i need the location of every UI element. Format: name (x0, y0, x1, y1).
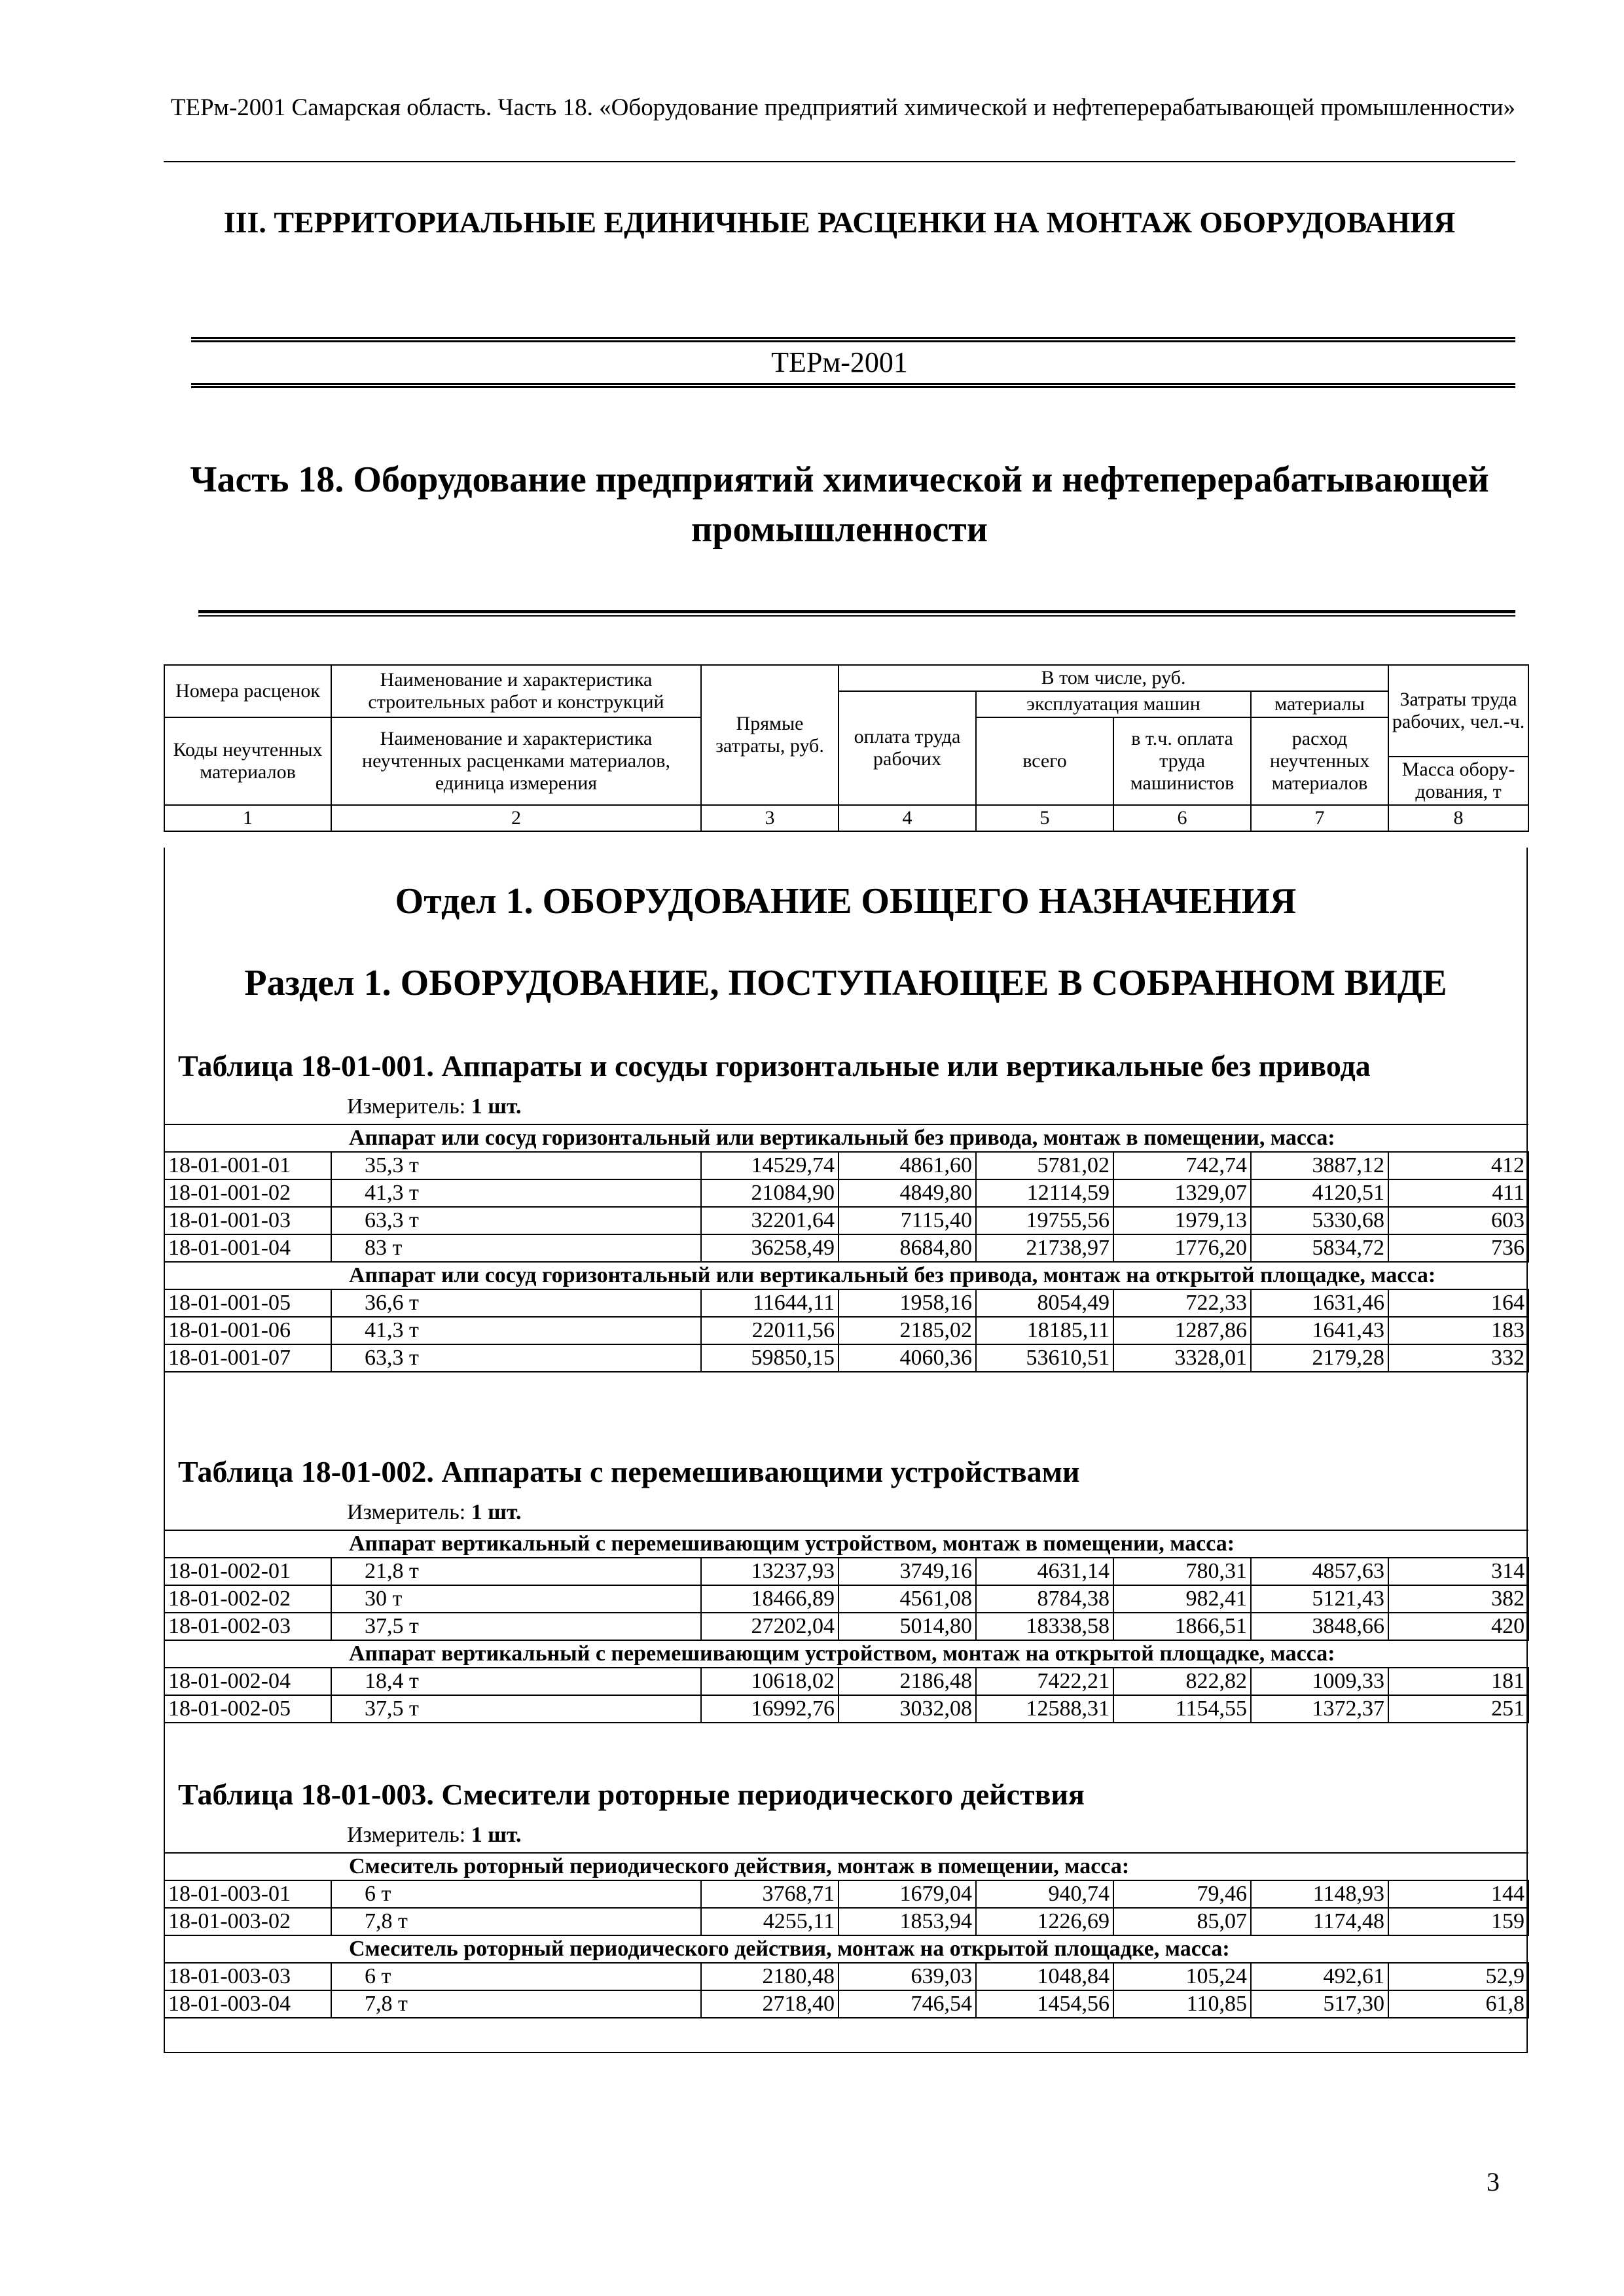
table-cell: 2185,02 (839, 1317, 976, 1344)
table-cell: 1009,33 (1251, 1668, 1388, 1695)
table-cell: 16992,76 (701, 1695, 839, 1723)
table-cell: 1853,94 (839, 1908, 976, 1935)
table-cell: 420 (1388, 1613, 1528, 1640)
table-cell: Аппарат или сосуд горизонтальный или вертикальный без привода, монтаж на открытой площадке, масса: (164, 1262, 1528, 1289)
table-cell: Смеситель роторный периодического действия, монтаж на открытой площадке, масса: (164, 1935, 1528, 1963)
part-title-rule (198, 610, 1515, 617)
table-cell: 2180,48 (701, 1963, 839, 1990)
table-cell: 35,3 т (331, 1152, 701, 1179)
table-cell: 4857,63 (1251, 1558, 1388, 1585)
table-cell: 4561,08 (839, 1585, 976, 1613)
table-cell: 1866,51 (1113, 1613, 1251, 1640)
table-cell: 736 (1388, 1234, 1528, 1262)
column-header (164, 664, 1529, 832)
rate-table (164, 1124, 1529, 1372)
table-cell: 18-01-001-06 (164, 1317, 331, 1344)
table-cell: 7422,21 (976, 1668, 1113, 1695)
table-row (164, 1317, 1528, 1344)
table-cell: 18185,11 (976, 1317, 1113, 1344)
table-cell: 3768,71 (701, 1880, 839, 1908)
code-title: ТЕРм-2001 (771, 346, 908, 378)
table-cell: 164 (1388, 1289, 1528, 1317)
unit-line: Измеритель: 1 шт. (347, 1823, 522, 1847)
header-col8-top: Затраты труда рабочих, чел.-ч. (1388, 665, 1528, 757)
table-cell: 18-01-001-02 (164, 1179, 331, 1207)
table-cell: Смеситель роторный периодического действия, монтаж в помещении, масса: (164, 1853, 1528, 1880)
table-cell: 822,82 (1113, 1668, 1251, 1695)
table-cell: 4060,36 (839, 1344, 976, 1372)
table-cell: 144 (1388, 1880, 1528, 1908)
table-cell: 18-01-003-04 (164, 1990, 331, 2018)
table-cell: 18-01-001-03 (164, 1207, 331, 1234)
table-cell: 1048,84 (976, 1963, 1113, 1990)
table-cell: 492,61 (1251, 1963, 1388, 1990)
table-cell: 110,85 (1113, 1990, 1251, 2018)
table-row (164, 1344, 1528, 1372)
table-cell: 41,3 т (331, 1317, 701, 1344)
table-cell: 18-01-003-02 (164, 1908, 331, 1935)
group-row (164, 1530, 1528, 1558)
group-row (164, 1124, 1528, 1152)
header-col6: в т.ч. оплата труда машинистов (1113, 717, 1251, 805)
table-cell: 251 (1388, 1695, 1528, 1723)
header-col2-top: Наименование и характеристика строительных работ и конструкций (331, 665, 701, 717)
table-cell: 4255,11 (701, 1908, 839, 1935)
table-cell: 8054,49 (976, 1289, 1113, 1317)
table-cell: 411 (1388, 1179, 1528, 1207)
table-cell: 2186,48 (839, 1668, 976, 1695)
table-cell: 412 (1388, 1152, 1528, 1179)
col-number: 2 (331, 805, 701, 831)
razdel-title: Раздел 1. ОБОРУДОВАНИЕ, ПОСТУПАЮЩЕЕ В СОБРАННОМ ВИДЕ (244, 963, 1447, 1003)
table-cell: 3848,66 (1251, 1613, 1388, 1640)
table-cell: 2179,28 (1251, 1344, 1388, 1372)
header-col4: оплата труда рабочих (839, 691, 976, 805)
header-col8-bot: Масса обору- дования, т (1388, 757, 1528, 805)
table-row (164, 1695, 1528, 1723)
table-cell: 1154,55 (1113, 1695, 1251, 1723)
unit-line: Измеритель: 1 шт. (347, 1500, 522, 1524)
table-cell: 19755,56 (976, 1207, 1113, 1234)
table-cell: 5121,43 (1251, 1585, 1388, 1613)
table-cell: 63,3 т (331, 1344, 701, 1372)
part-title: Часть 18. Оборудование предприятий химической и нефтеперерабатывающей промышленности (190, 459, 1489, 550)
table-row (164, 1234, 1528, 1262)
table-cell: 1287,86 (1113, 1317, 1251, 1344)
table-cell: 41,3 т (331, 1179, 701, 1207)
table-cell: 1641,43 (1251, 1317, 1388, 1344)
rate-table (164, 1530, 1529, 1723)
table-cell: 12588,31 (976, 1695, 1113, 1723)
table-cell: 183 (1388, 1317, 1528, 1344)
table-cell: 5781,02 (976, 1152, 1113, 1179)
running-head-rule (164, 161, 1515, 162)
table-row (164, 1908, 1528, 1935)
header-col3: Прямые затраты, руб. (701, 665, 839, 805)
table-cell: 4849,80 (839, 1179, 976, 1207)
table-row (164, 1558, 1528, 1585)
page-number: 3 (1487, 2167, 1500, 2197)
table-cell: 6 т (331, 1880, 701, 1908)
header-materials: материалы (1251, 691, 1388, 717)
table-cell: 59850,15 (701, 1344, 839, 1372)
group-row (164, 1262, 1528, 1289)
table-cell: 1148,93 (1251, 1880, 1388, 1908)
table-row (164, 1207, 1528, 1234)
table-cell: 27202,04 (701, 1613, 839, 1640)
table-row (164, 1289, 1528, 1317)
table-row (164, 1585, 1528, 1613)
header-col2-bot: Наименование и характеристика неучтенных расценками материалов, единица измерения (331, 717, 701, 805)
table-cell: 30 т (331, 1585, 701, 1613)
table-cell: 36258,49 (701, 1234, 839, 1262)
department-title: Отдел 1. ОБОРУДОВАНИЕ ОБЩЕГО НАЗНАЧЕНИЯ (395, 881, 1297, 922)
table-cell: 18-01-002-05 (164, 1695, 331, 1723)
table-row (164, 1963, 1528, 1990)
group-row (164, 1935, 1528, 1963)
table-cell: 314 (1388, 1558, 1528, 1585)
table-cell: 18-01-001-07 (164, 1344, 331, 1372)
table-cell: 5014,80 (839, 1613, 976, 1640)
table-cell: 5330,68 (1251, 1207, 1388, 1234)
header-machines: эксплуатация машин (976, 691, 1251, 717)
table-cell: 940,74 (976, 1880, 1113, 1908)
table-title: Таблица 18-01-003. Смесители роторные периодического действия (178, 1778, 1085, 1811)
table-cell: 2718,40 (701, 1990, 839, 2018)
table-cell: 1958,16 (839, 1289, 976, 1317)
table-cell: 8784,38 (976, 1585, 1113, 1613)
table-cell: 1776,20 (1113, 1234, 1251, 1262)
table-cell: 3887,12 (1251, 1152, 1388, 1179)
header-col7: расход неучтенных материалов (1251, 717, 1388, 805)
col-number: 3 (701, 805, 839, 831)
table-cell: 10618,02 (701, 1668, 839, 1695)
table-row (164, 1668, 1528, 1695)
unit-line: Измеритель: 1 шт. (347, 1094, 522, 1119)
table-cell: 18-01-002-01 (164, 1558, 331, 1585)
table-cell: 22011,56 (701, 1317, 839, 1344)
table-cell: 639,03 (839, 1963, 976, 1990)
col-number: 7 (1251, 805, 1388, 831)
table-cell: 79,46 (1113, 1880, 1251, 1908)
table-cell: Аппарат вертикальный с перемешивающим устройством, монтаж на открытой площадке, масса: (164, 1640, 1528, 1668)
header-incl: В том числе, руб. (839, 665, 1388, 691)
table-cell: 159 (1388, 1908, 1528, 1935)
table-cell: 18466,89 (701, 1585, 839, 1613)
table-cell: 4120,51 (1251, 1179, 1388, 1207)
table-cell: Аппарат вертикальный с перемешивающим устройством, монтаж в помещении, масса: (164, 1530, 1528, 1558)
section-title: III. ТЕРРИТОРИАЛЬНЫЕ ЕДИНИЧНЫЕ РАСЦЕНКИ НА МОНТАЖ ОБОРУДОВАНИЯ (223, 206, 1456, 239)
col-number: 6 (1113, 805, 1251, 831)
table-title: Таблица 18-01-001. Аппараты и сосуды горизонтальные или вертикальные без привода (178, 1049, 1371, 1083)
group-row (164, 1640, 1528, 1668)
table-cell: 517,30 (1251, 1990, 1388, 2018)
header-col5: всего (976, 717, 1113, 805)
table-cell: 18-01-001-05 (164, 1289, 331, 1317)
table-cell: 746,54 (839, 1990, 976, 2018)
table-cell: 181 (1388, 1668, 1528, 1695)
table-row (164, 1613, 1528, 1640)
table-cell: 603 (1388, 1207, 1528, 1234)
table-cell: 332 (1388, 1344, 1528, 1372)
table-cell: 21084,90 (701, 1179, 839, 1207)
col-number: 1 (164, 805, 331, 831)
table-cell: 4631,14 (976, 1558, 1113, 1585)
table-cell: 18338,58 (976, 1613, 1113, 1640)
table-cell: 32201,64 (701, 1207, 839, 1234)
table-cell: 21738,97 (976, 1234, 1113, 1262)
table-cell: 3328,01 (1113, 1344, 1251, 1372)
table-row (164, 1880, 1528, 1908)
col-number: 4 (839, 805, 976, 831)
table-cell: 3032,08 (839, 1695, 976, 1723)
header-col1-bot: Коды неучтенных материалов (164, 717, 331, 805)
table-cell: 1631,46 (1251, 1289, 1388, 1317)
header-col1-top: Номера расценок (164, 665, 331, 717)
table-cell: 13237,93 (701, 1558, 839, 1585)
code-top-rule (191, 337, 1515, 342)
table-cell: 63,3 т (331, 1207, 701, 1234)
table-cell: 5834,72 (1251, 1234, 1388, 1262)
table-cell: 982,41 (1113, 1585, 1251, 1613)
table-row (164, 1990, 1528, 2018)
table-cell: 105,24 (1113, 1963, 1251, 1990)
table-cell: 18-01-003-01 (164, 1880, 331, 1908)
table-cell: 780,31 (1113, 1558, 1251, 1585)
table-row (164, 1152, 1528, 1179)
table-cell: 6 т (331, 1963, 701, 1990)
table-row (164, 1179, 1528, 1207)
col-number: 5 (976, 805, 1113, 831)
table-cell: 52,9 (1388, 1963, 1528, 1990)
running-head: ТЕРм-2001 Самарская область. Часть 18. «Оборудование предприятий химической и нефтеперерабатывающей промышленности» (170, 94, 1515, 121)
table-cell: 3749,16 (839, 1558, 976, 1585)
table-cell: 12114,59 (976, 1179, 1113, 1207)
table-cell: 11644,11 (701, 1289, 839, 1317)
table-cell: 1226,69 (976, 1908, 1113, 1935)
table-cell: 1329,07 (1113, 1179, 1251, 1207)
table-cell: 18,4 т (331, 1668, 701, 1695)
group-row (164, 1853, 1528, 1880)
table-cell: 18-01-002-04 (164, 1668, 331, 1695)
table-cell: 61,8 (1388, 1990, 1528, 2018)
table-cell: 7115,40 (839, 1207, 976, 1234)
col-number: 8 (1388, 805, 1528, 831)
table-cell: 14529,74 (701, 1152, 839, 1179)
table-cell: 18-01-002-02 (164, 1585, 331, 1613)
table-cell: 7,8 т (331, 1908, 701, 1935)
table-cell: 742,74 (1113, 1152, 1251, 1179)
table-cell: 36,6 т (331, 1289, 701, 1317)
table-cell: 1979,13 (1113, 1207, 1251, 1234)
rate-table (164, 1852, 1529, 2018)
table-cell: 18-01-002-03 (164, 1613, 331, 1640)
table-title: Таблица 18-01-002. Аппараты с перемешивающими устройствами (178, 1455, 1080, 1488)
table-cell: 83 т (331, 1234, 701, 1262)
table-cell: 1174,48 (1251, 1908, 1388, 1935)
table-cell: 1454,56 (976, 1990, 1113, 2018)
table-cell: 53610,51 (976, 1344, 1113, 1372)
table-cell: 1372,37 (1251, 1695, 1388, 1723)
table-cell: 1679,04 (839, 1880, 976, 1908)
table-cell: 8684,80 (839, 1234, 976, 1262)
table-cell: 18-01-003-03 (164, 1963, 331, 1990)
table-cell: 85,07 (1113, 1908, 1251, 1935)
table-cell: 21,8 т (331, 1558, 701, 1585)
table-cell: 382 (1388, 1585, 1528, 1613)
table-cell: 7,8 т (331, 1990, 701, 2018)
table-cell: 37,5 т (331, 1613, 701, 1640)
table-cell: 722,33 (1113, 1289, 1251, 1317)
table-cell: 18-01-001-01 (164, 1152, 331, 1179)
table-cell: 18-01-001-04 (164, 1234, 331, 1262)
code-bottom-rule (191, 383, 1515, 388)
table-cell: 37,5 т (331, 1695, 701, 1723)
table-cell: 4861,60 (839, 1152, 976, 1179)
table-cell: Аппарат или сосуд горизонтальный или вертикальный без привода, монтаж в помещении, масса: (164, 1124, 1528, 1152)
